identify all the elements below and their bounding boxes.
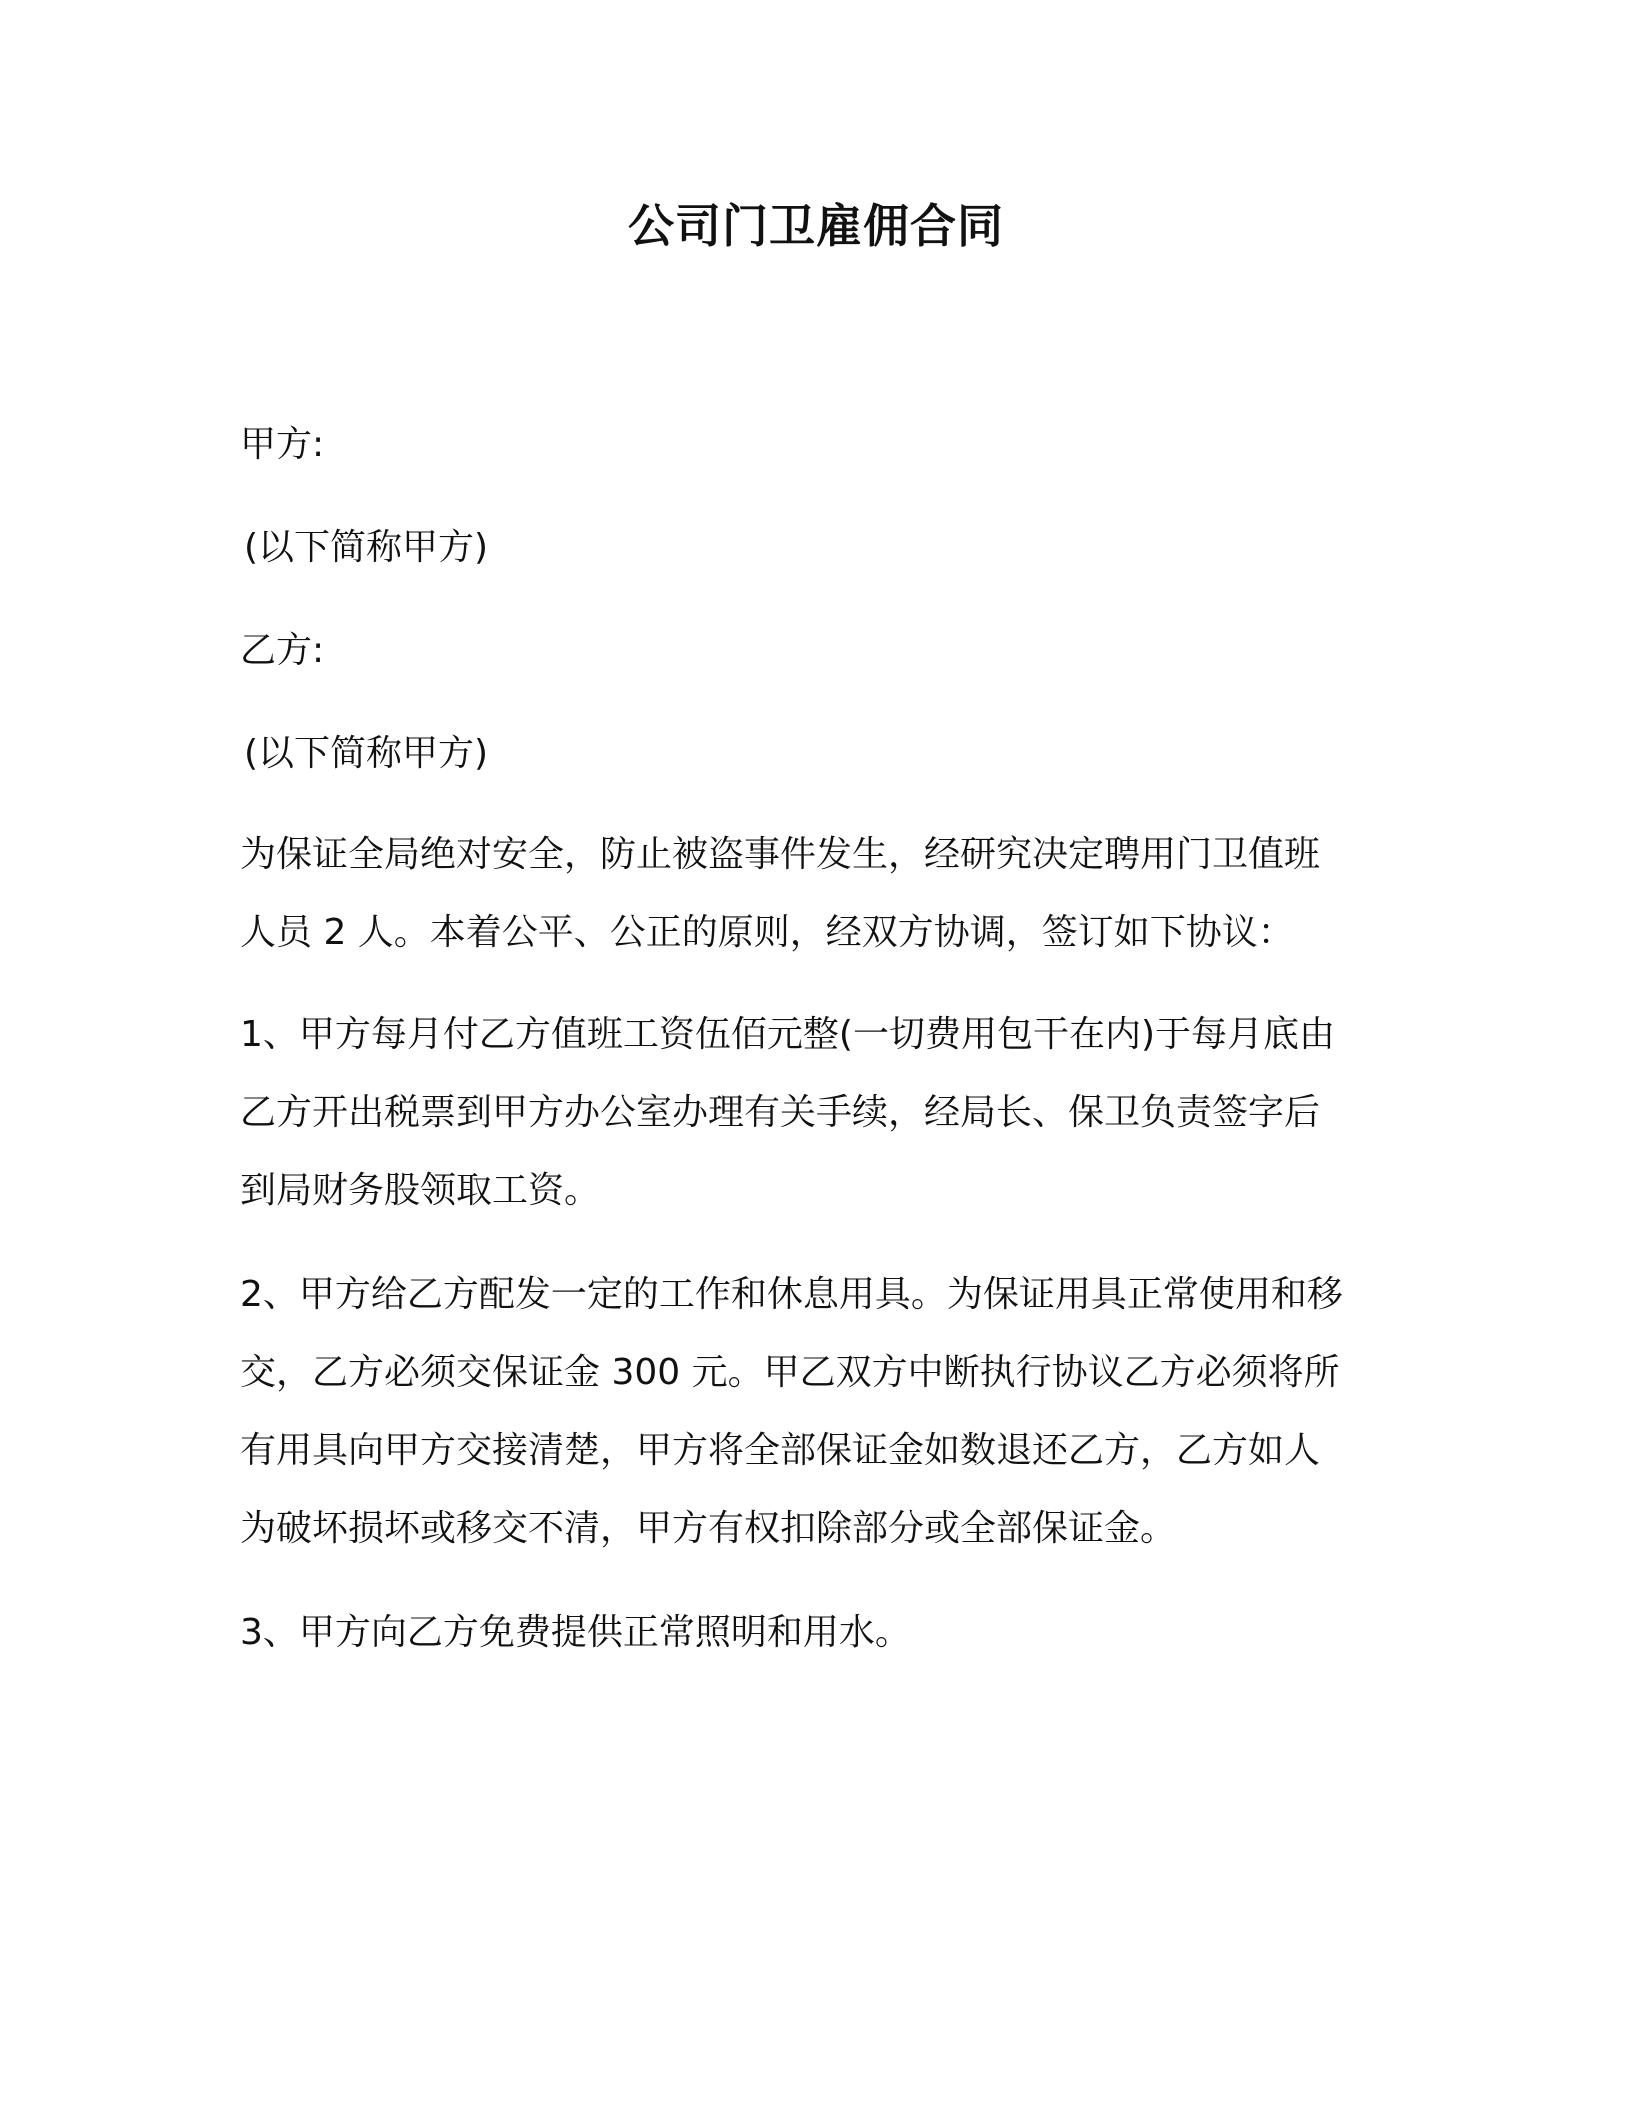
clause-1-line: 到局财务股领取工资。 [240, 1170, 601, 1211]
clause-2-line: 有用具向甲方交接清楚，甲方将全部保证金如数退还乙方，乙方如人 [240, 1430, 1321, 1471]
clause-1-line: 乙方开出税票到甲方办公室办理有关手续，经局长、保卫负责签字后 [240, 1092, 1321, 1133]
party-a-note: (以下简称甲方) [244, 527, 489, 568]
clause-1-line: 1、甲方每月付乙方值班工资伍佰元整(一切费用包干在内)于每月底由 [240, 1014, 1335, 1055]
intro-line: 为保证全局绝对安全，防止被盗事件发生，经研究决定聘用门卫值班 [240, 834, 1321, 875]
clause-2-line: 为破坏损坏或移交不清，甲方有权扣除部分或全部保证金。 [240, 1508, 1177, 1549]
clause-2-line: 交，乙方必须交保证金 300 元。甲乙双方中断执行协议乙方必须将所 [240, 1352, 1340, 1393]
document-title: 公司门卫雇佣合同 [628, 199, 1004, 253]
intro-paragraph [240, 816, 1380, 972]
party-a-label: 甲方: [240, 424, 325, 465]
clause-3-line: 3、甲方向乙方免费提供正常照明和用水。 [240, 1612, 911, 1653]
party-b-note: (以下简称甲方) [244, 733, 489, 774]
party-b-label: 乙方: [240, 630, 325, 671]
clause-1-paragraph [240, 996, 1380, 1230]
clause-2-paragraph [240, 1256, 1380, 1568]
clause-2-line: 2、甲方给乙方配发一定的工作和休息用具。为保证用具正常使用和移 [240, 1274, 1343, 1315]
clause-3-paragraph [240, 1594, 1380, 1672]
intro-line: 人员 2 人。本着公平、公正的原则，经双方协调，签订如下协议： [240, 912, 1294, 953]
